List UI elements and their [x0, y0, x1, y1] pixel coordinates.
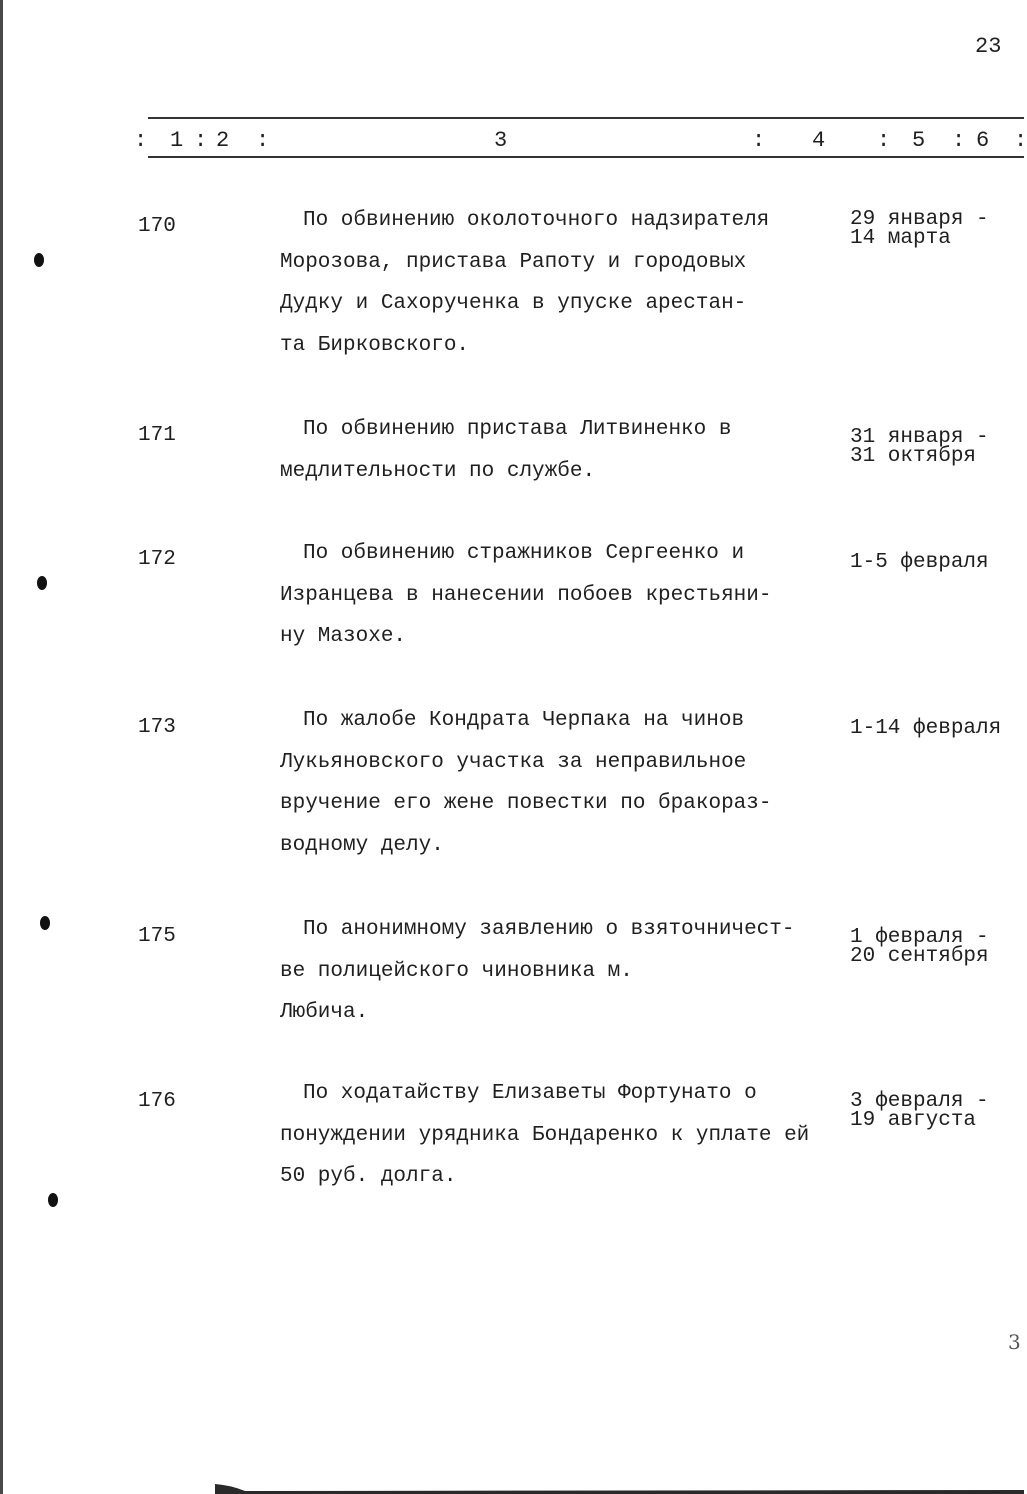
entry-line: та Бирковского.: [280, 333, 470, 357]
entry-line: медлительности по службе.: [280, 459, 596, 483]
header-separator: :: [134, 128, 148, 153]
entry-line: вручение его жене повестки по бракораз-: [280, 792, 772, 815]
header-top-rule: [148, 117, 1024, 119]
bottom-scan-edge: [215, 1478, 1024, 1494]
entry-number: 172: [138, 548, 176, 571]
entry-date-line: 31 января -: [850, 426, 989, 449]
entry-description: [280, 533, 820, 658]
page-left-edge: [0, 0, 3, 1494]
entry-dates: [850, 428, 1020, 466]
entry-dates: [850, 553, 1020, 572]
entry-date-line: 31 октября: [850, 445, 977, 468]
header-col-4: 4: [812, 128, 826, 153]
entry-line: По жалобе Кондрата Черпака на чинов: [303, 709, 745, 732]
entry-line: По обвинению околоточного надзирателя: [303, 209, 770, 232]
entry-dates: [850, 1092, 1020, 1130]
header-bottom-rule: [148, 156, 1024, 158]
entry-line: Лукьяновского участка за неправильное: [280, 750, 747, 774]
entry-number: 176: [138, 1090, 176, 1113]
entry-description: [280, 700, 820, 866]
header-separator: :: [194, 128, 208, 153]
entry-line: 50 руб. долга.: [280, 1165, 457, 1188]
entry-line: понуждении урядника Бондаренко к уплате ей: [280, 1123, 810, 1147]
entry-date-line: 29 января -: [850, 208, 989, 231]
entry-line: По анонимному заявлению о взяточничест-: [303, 918, 795, 941]
header-col-3: 3: [494, 128, 508, 153]
entry-description: [280, 409, 820, 492]
entry-line: ну Мазохе.: [280, 625, 407, 648]
header-col-1: 1: [170, 128, 184, 153]
entry-line: По обвинению пристава Литвиненко в: [303, 418, 732, 441]
binding-hole: [40, 916, 50, 930]
header-separator: :: [1014, 128, 1027, 153]
entry-date-line: 14 марта: [850, 227, 951, 250]
entry-date-line: 3 февраля -: [850, 1090, 989, 1113]
entry-description: [280, 200, 820, 366]
entry-line: Любича.: [280, 1001, 369, 1024]
entry-dates: [850, 719, 1020, 738]
entry-description: [280, 909, 820, 1034]
entry-date-line: 1 февраля -: [850, 926, 989, 949]
header-col-5: 5: [912, 128, 926, 153]
binding-hole: [48, 1193, 58, 1207]
header-separator: :: [752, 128, 766, 153]
corner-mark: 3: [1008, 1330, 1021, 1354]
entry-line: Изранцева в нанесении побоев крестьяни-: [280, 583, 772, 607]
entry-date-line: 1-14 февраля: [850, 717, 1002, 740]
entry-number: 173: [138, 716, 176, 739]
entry-line: Дудку и Сахорученка в упуске арестан-: [280, 292, 747, 315]
entry-description: [280, 1073, 820, 1198]
entry-line: водному делу.: [280, 833, 444, 857]
entry-line: Морозова, пристава Рапоту и городовых: [280, 250, 747, 274]
header-separator: :: [256, 128, 270, 153]
binding-hole: [37, 576, 47, 590]
entry-line: По ходатайству Елизаветы Фортунато о: [303, 1082, 757, 1105]
entry-number: 171: [138, 424, 176, 447]
entry-line: По обвинению стражников Сергеенко и: [303, 542, 745, 565]
entry-dates: [850, 210, 1020, 248]
entry-date-line: 19 августа: [850, 1109, 977, 1132]
header-col-6: 6: [976, 128, 990, 153]
entry-dates: [850, 928, 1020, 966]
binding-hole: [34, 253, 44, 267]
entry-number: 175: [138, 925, 176, 948]
page-number: 23: [975, 34, 1002, 59]
header-separator: :: [877, 128, 891, 153]
entry-date-line: 1-5 февраля: [850, 551, 989, 574]
entry-date-line: 20 сентября: [850, 945, 989, 968]
header-separator: :: [952, 128, 966, 153]
header-col-2: 2: [216, 128, 230, 153]
entry-number: 170: [138, 215, 176, 238]
entry-line: ве полицейского чиновника м.: [280, 959, 633, 983]
